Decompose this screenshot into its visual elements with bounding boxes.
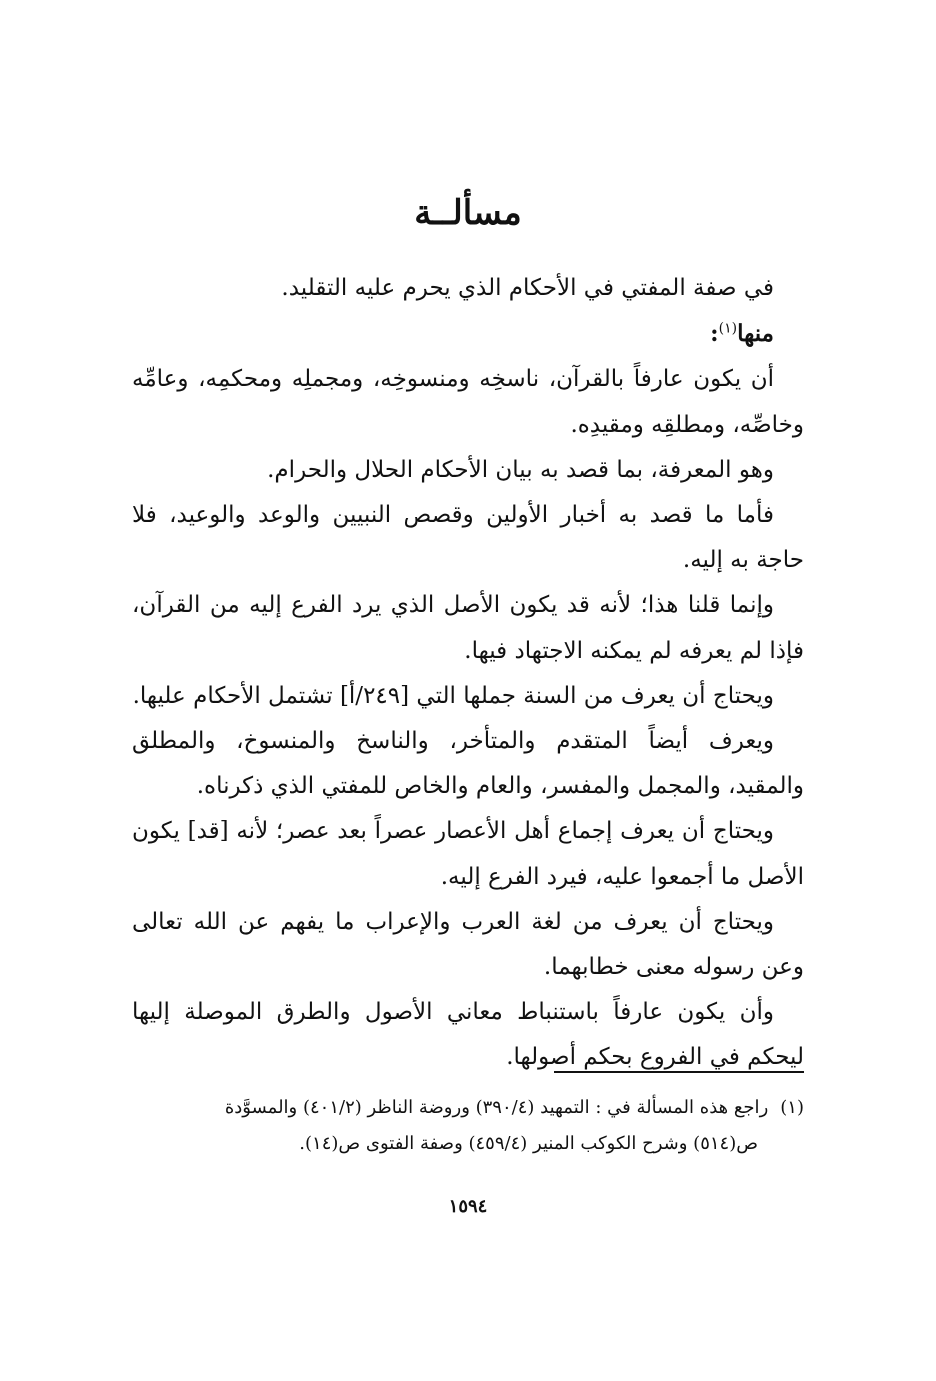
paragraph-mutaqaddim: ويعرف أيضاً المتقدم والمتأخر، والناسخ والمنسوخ، والمطلق والمقيد، والمجمل والمفسر، والعام والخاص للمفتي الذي ذكرناه. [132,728,804,800]
paragraph-intro: في صفة المفتي في الأحكام الذي يحرم عليه التقليد. [281,275,774,301]
paragraph-innama: وإنما قلنا هذا؛ لأنه قد يكون الأصل الذي يرد الفرع إليه من القرآن، فإذا لم يعرفه لم يمكنه الاجتهاد فيها. [132,592,804,664]
paragraph-ijma: ويحتاج أن يعرف إجماع أهل الأعصار عصراً بعد عصر؛ لأنه [قد] يكون الأصل ما أجمعوا عليه، فيرد الفرع إليه. [132,818,804,890]
footnote-line-1 [132,1090,804,1126]
page-number: ١٥٩٤ [448,1196,488,1217]
paragraph-lugha: ويحتاج أن يعرف من لغة العرب والإعراب ما يفهم عن الله تعالى وعن رسوله معنى خطابهما. [132,908,804,981]
paragraph-minha [132,311,804,357]
main-text [132,266,804,1081]
footnote-reference: (١) [718,320,738,337]
paragraph-quran: أن يكون عارفاً بالقرآن، ناسخِه ومنسوخِه، ومجملِه ومحكمِه، وعامِّه وخاصِّه، ومطلقِه ومقيدِه. [132,366,804,438]
paragraph-marifa: وهو المعرفة، بما قصد به بيان الأحكام الحلال والحرام. [267,456,774,483]
footnote-text-1: راجع هذه المسألة في : التمهيد (٣٩٠/٤) وروضة الناظر (٤٠١/٢) والمسوَّدة [224,1097,769,1118]
footnote-separator [554,1071,804,1073]
minha-word: منها [737,320,774,348]
paragraph-istinbat: وأن يكون عارفاً باستنباط معاني الأصول والطرق الموصلة إليها ليحكم في الفروع بحكم أصولها. [132,999,804,1071]
minha-colon: : [710,320,719,348]
paragraph-akhbar: فأما ما قصد به أخبار الأولين وقصص النبيين والوعد والوعيد، فلا حاجة به إليه. [132,502,804,574]
paragraph-sunna: ويحتاج أن يعرف من السنة جملها التي [٢٤٩/أ] تشتمل الأحكام عليها. [132,682,774,709]
section-title: مسألــة [414,193,522,233]
footnote-marker: (١) [780,1097,804,1118]
footnote [132,1090,804,1162]
footnote-line-2: ص(٥١٤) وشرح الكوكب المنير (٤٥٩/٤) وصفة الفتوى ص(١٤). [299,1133,758,1154]
